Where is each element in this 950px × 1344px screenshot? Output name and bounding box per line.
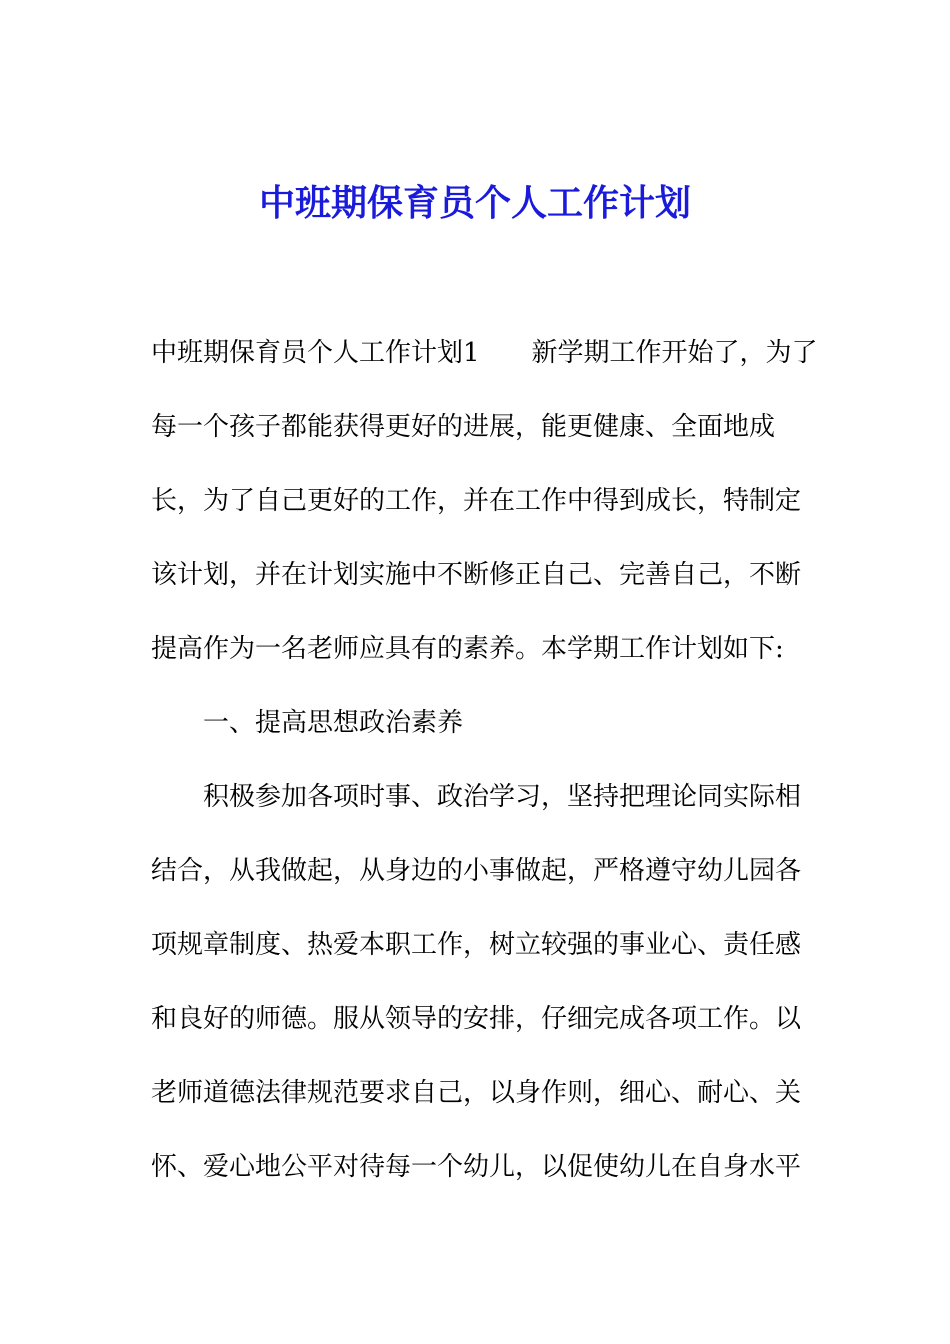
paragraph-line: [151, 333, 818, 373]
paragraph-line: 积极参加各项时事、政治学习，坚持把理论同实际相: [203, 782, 802, 812]
paragraph-line: 和良好的师德。服从领导的安排，仔细完成各项工作。以: [151, 1004, 802, 1034]
paragraph-line: 提高作为一名老师应具有的素养。本学期工作计划如下:: [151, 634, 784, 664]
paragraph-text: 新学期工作开始了，为了: [531, 338, 818, 368]
section-heading: 一、提高思想政治素养: [203, 708, 464, 738]
paragraph-line: 老师道德法律规范要求自己，以身作则，细心、耐心、关: [151, 1078, 802, 1108]
paragraph-line: 怀、爱心地公平对待每一个幼儿，以促使幼儿在自身水平: [151, 1152, 802, 1182]
document-title: 中班期保育员个人工作计划: [258, 182, 691, 224]
paragraph-line: 结合，从我做起，从身边的小事做起，严格遵守幼儿园各: [151, 856, 802, 886]
paragraph-line: 每一个孩子都能获得更好的进展，能更健康、全面地成: [151, 412, 776, 442]
paragraph-line: 长，为了自己更好的工作，并在工作中得到成长，特制定: [151, 486, 802, 516]
paragraph-line: 该计划，并在计划实施中不断修正自己、完善自己，不断: [151, 560, 802, 590]
section-heading-inline: 中班期保育员个人工作计划1: [151, 338, 480, 368]
paragraph-line: 项规章制度、热爱本职工作，树立较强的事业心、责任感: [151, 930, 802, 960]
